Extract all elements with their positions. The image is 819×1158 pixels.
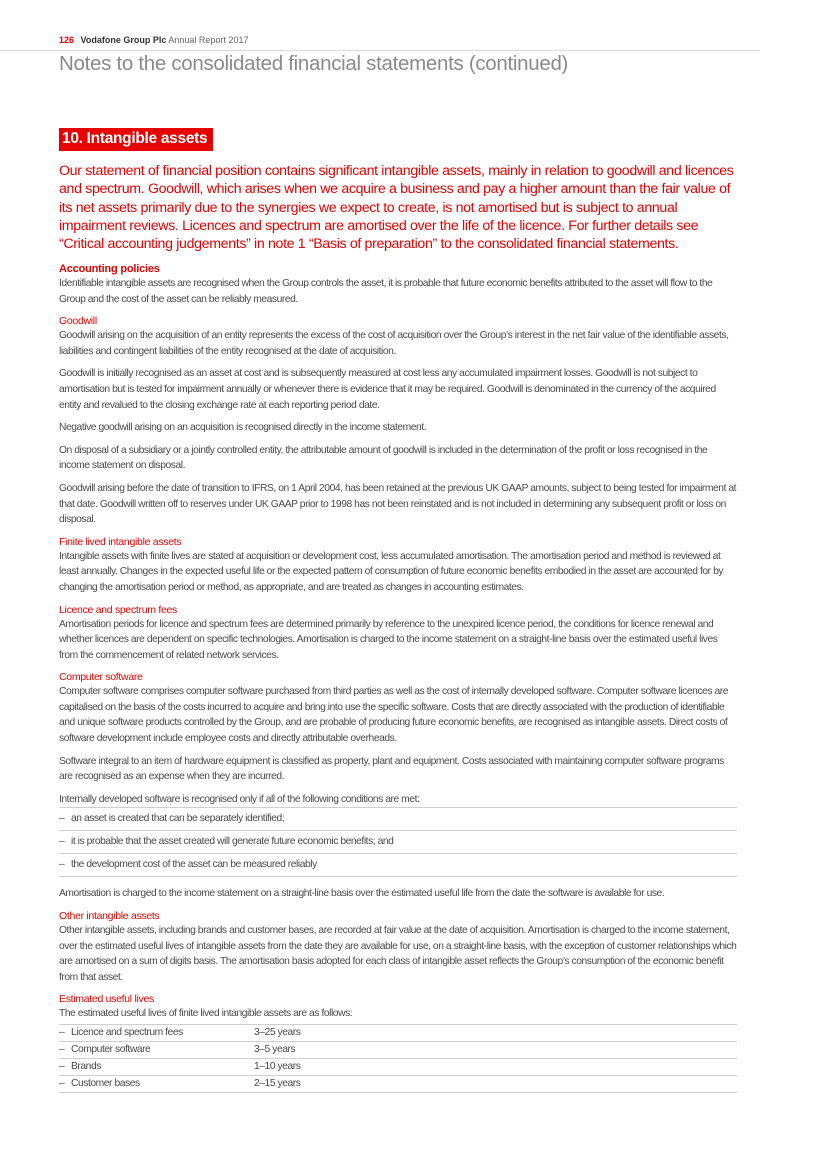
running-header <box>59 35 248 45</box>
table-row: – Brands 1–10 years <box>59 1059 737 1076</box>
software-paragraph: Computer software comprises computer software purchased from third parties as well as the cost of internally developed software. Computer software licences are capitalised on the basis of the costs incurred to acquire and bring into use the specific software. Costs that are directly associated with the production of identifiable and unique software products controlled by the Group, and are probable of producing future economic benefits, are recognised as intangible assets. Direct costs of software development include employee costs and directly attributable overheads. <box>59 686 729 745</box>
goodwill-paragraph: On disposal of a subsidiary or a jointly controlled entity, the attributable amount of goodwill is included in the determination of the profit or loss recognised in the income statement on disposal. <box>59 444 708 472</box>
section-heading: 10. Intangible assets <box>59 128 213 151</box>
software-paragraph: Amortisation is charged to the income statement on a straight-line basis over the estimated useful life from the date the software is available for use. <box>59 888 665 900</box>
useful-lives-intro: The estimated useful lives of finite lived intangible assets are as follows: <box>59 1008 353 1020</box>
page-number: 126 <box>59 35 75 45</box>
software-heading: Computer software <box>59 671 143 684</box>
goodwill-paragraph: Goodwill is initially recognised as an asset at cost and is subsequently measured at cost less any accumulated impairment losses. Goodwill is not subject to amortisation but is tested for impairment annually or whenever there is evidence that it may be required. Goodwill is denominated in the currency of the acquired entity and revalued to the closing exchange rate at each reporting period date. <box>59 368 716 411</box>
list-item: – an asset is created that can be separately identified; <box>59 808 737 831</box>
report-name: Annual Report 2017 <box>168 35 249 45</box>
licence-heading: Licence and spectrum fees <box>59 603 177 616</box>
software-paragraph: Software integral to an item of hardware equipment is classified as property, plant and equipment. Costs associated with maintaining computer software programs are recognised as an expense when they are incurred. <box>59 755 724 783</box>
list-item: – it is probable that the asset created will generate future economic benefits; and <box>59 831 737 854</box>
goodwill-paragraph: Goodwill arising on the acquisition of an entity represents the excess of the cost of acquisition over the Group’s interest in the net fair value of the identifiable assets, liabilities and contingent liabilities of the entity recognised at the date of acquisition. <box>59 330 729 357</box>
accounting-policies-heading: Accounting policies <box>59 263 160 275</box>
finite-lived-heading: Finite lived intangible assets <box>59 535 182 548</box>
software-paragraph: Internally developed software is recognised only if all of the following conditions are met: <box>59 793 420 805</box>
conditions-list <box>59 807 737 877</box>
page-title: Notes to the consolidated financial statements (continued) <box>59 52 569 75</box>
section-intro: Our statement of financial position contains significant intangible assets, mainly in relation to goodwill and licences and spectrum. Goodwill, which arises when we acquire a business and pay a higher amount than the fair value of its net assets primarily due to the synergies we expect to create, is not amortised but is subject to annual impairment reviews. Licences and spectrum are amortised over the life of the licence. For further details see “Critical accounting judgements” in note 1 “Basis of preparation” to the consolidated financial statements. <box>59 163 734 253</box>
other-intangibles-text: Other intangible assets, including brands and customer bases, are recorded at fair value at the date of acquisition. Amortisation is charged to the income statement, over the estimated useful lives of intangible assets from the date they are available for use, on a straight-line basis, with the exception of customer relationships which are amortised on a sum of digits basis. The amortisation basis adopted for each class of intangible asset reflects the Group’s consumption of the economic benefit from that asset. <box>59 925 737 983</box>
main-content <box>59 262 737 1093</box>
useful-lives-heading: Estimated useful lives <box>59 993 154 1006</box>
table-row: – Computer software 3–5 years <box>59 1042 737 1059</box>
finite-lived-text: Intangible assets with finite lives are stated at acquisition or development cost, less accumulated amortisation. The amortisation period and method is reviewed at least annually. Changes in the expected useful life or the expected pattern of consumption of future economic benefits embodied in the asset are accounted for by changing the amortisation period or method, as appropriate, and are treated as changes in accounting estimates. <box>59 550 724 593</box>
goodwill-paragraph: Negative goodwill arising on an acquisition is recognised directly in the income statement. <box>59 422 427 434</box>
useful-lives-table <box>59 1024 737 1093</box>
licence-text: Amortisation periods for licence and spectrum fees are determined primarily by reference to the unexpired licence period, the conditions for licence renewal and whether licences are dependent on specific technologies. Amortisation is charged to the income statement on a straight-line basis over the estimated useful lives from the commencement of related network services. <box>59 618 718 661</box>
company-name: Vodafone Group Plc <box>80 35 167 45</box>
table-row: – Licence and spectrum fees 3–25 years <box>59 1025 737 1042</box>
goodwill-heading: Goodwill <box>59 315 97 328</box>
accounting-policies-text: Identifiable intangible assets are recognised when the Group controls the asset, it is probable that future economic benefits attributed to the asset will flow to the Group and the cost of the asset can be reliably measured. <box>59 278 713 305</box>
list-item: – the development cost of the asset can be measured reliably <box>59 854 737 877</box>
table-row: – Customer bases 2–15 years <box>59 1076 737 1093</box>
goodwill-paragraph: Goodwill arising before the date of transition to IFRS, on 1 April 2004, has been retained at the previous UK GAAP amounts, subject to being tested for impairment at that date. Goodwill written off to reserves under UK GAAP prior to 1998 has not been reinstated and is not included in determining any subsequent profit or loss on disposal. <box>59 482 737 526</box>
header-rule <box>0 50 760 51</box>
other-intangibles-heading: Other intangible assets <box>59 910 160 923</box>
